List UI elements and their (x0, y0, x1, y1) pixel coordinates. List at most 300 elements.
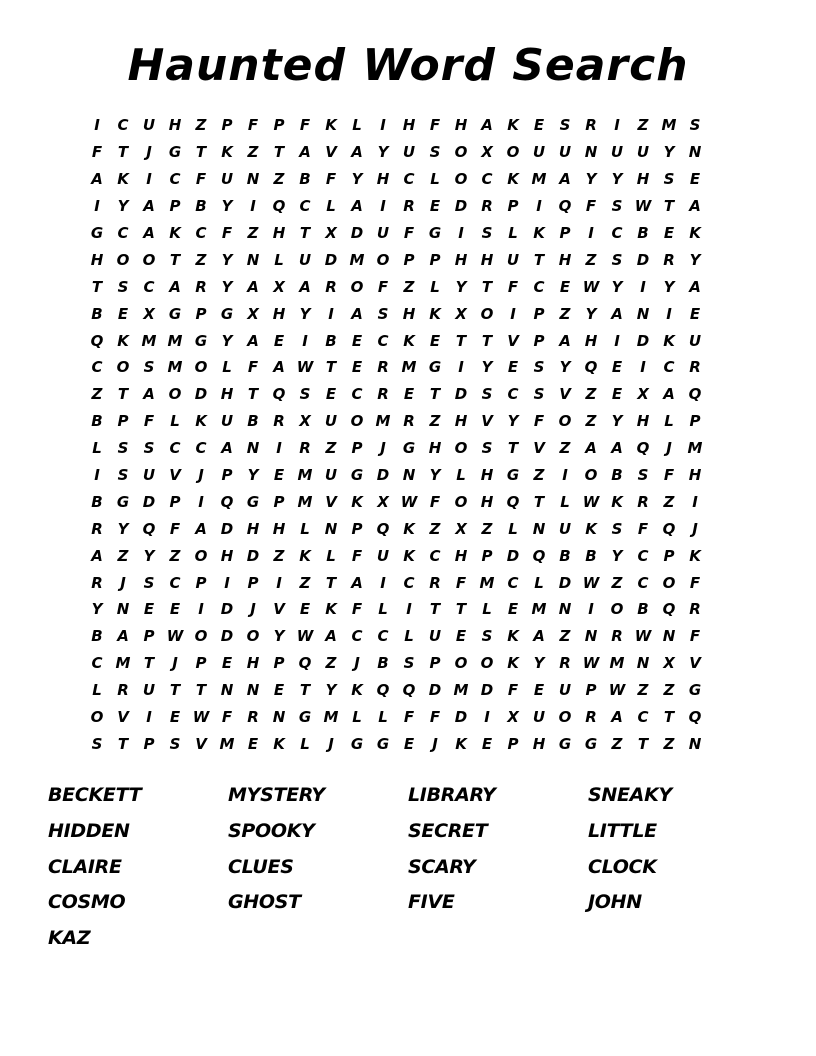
grid-letter: C (507, 573, 519, 592)
grid-letter: E (507, 600, 519, 619)
grid-letter: C (117, 116, 129, 135)
word-list-item: COSMO (48, 891, 126, 914)
grid-letter: N (272, 708, 286, 727)
grid-letter: Q (688, 708, 702, 727)
grid-letter: S (403, 654, 415, 673)
grid-letter: S (117, 439, 129, 458)
grid-letter: U (142, 681, 156, 700)
grid-letter: D (454, 197, 468, 216)
grid-letter: L (430, 170, 440, 189)
grid-letter: Z (663, 734, 675, 753)
grid-letter: R (91, 573, 103, 592)
grid-letter: F (221, 708, 233, 727)
grid-letter: V (507, 331, 519, 350)
grid-letter: E (507, 358, 519, 377)
grid-row (84, 435, 734, 462)
grid-letter: K (273, 734, 285, 753)
grid-letter: P (429, 654, 441, 673)
grid-letter: L (300, 734, 310, 753)
grid-letter: H (272, 224, 286, 242)
grid-letter: G (350, 466, 364, 485)
grid-letter: A (299, 143, 311, 162)
grid-letter: A (611, 708, 623, 727)
grid-letter: O (350, 277, 364, 296)
grid-letter: R (403, 412, 415, 431)
grid-letter: A (117, 627, 129, 646)
grid-letter: A (143, 224, 155, 242)
grid-letter: H (428, 439, 442, 458)
grid-letter: A (689, 277, 701, 296)
grid-letter: S (169, 734, 181, 753)
grid-letter: R (585, 116, 597, 135)
grid-letter: N (246, 439, 260, 458)
grid-letter: D (324, 250, 338, 269)
grid-letter: Q (688, 385, 702, 404)
grid-letter: Z (637, 681, 649, 700)
grid-letter: M (609, 654, 625, 673)
grid-letter: U (610, 143, 624, 162)
grid-letter: L (378, 708, 388, 727)
grid-letter: J (146, 143, 152, 162)
grid-letter: X (273, 277, 285, 296)
grid-letter: X (481, 143, 493, 162)
grid-letter: Z (195, 116, 207, 135)
grid-letter: L (456, 466, 466, 485)
grid-letter: I (94, 116, 100, 135)
grid-letter: L (378, 600, 388, 619)
grid-letter: R (299, 439, 311, 458)
grid-letter: P (585, 681, 597, 700)
grid-letter: A (91, 170, 103, 189)
grid-letter: D (220, 600, 234, 619)
grid-letter: P (169, 197, 181, 216)
grid-letter: S (117, 277, 129, 296)
grid-row (84, 139, 734, 166)
grid-letter: Y (273, 627, 285, 646)
grid-letter: L (664, 412, 674, 431)
grid-letter: F (403, 708, 415, 727)
grid-letter: M (297, 466, 313, 485)
grid-letter: F (689, 627, 701, 646)
grid-letter: I (250, 197, 256, 216)
grid-letter: U (558, 519, 572, 538)
grid-letter: W (296, 627, 314, 646)
grid-letter: H (636, 412, 650, 431)
grid-letter: H (246, 654, 260, 673)
letter-grid (84, 112, 734, 757)
grid-letter: A (325, 627, 337, 646)
grid-letter: Y (377, 143, 389, 162)
grid-letter: B (91, 492, 103, 511)
grid-letter: M (167, 331, 183, 350)
grid-letter: Y (221, 331, 233, 350)
grid-letter: T (325, 573, 337, 592)
grid-letter: L (170, 412, 180, 431)
grid-letter: U (324, 412, 338, 431)
grid-letter: I (94, 197, 100, 216)
grid-letter: Z (663, 681, 675, 700)
grid-letter: M (661, 116, 677, 135)
grid-letter: Y (299, 304, 311, 323)
grid-letter: F (91, 143, 103, 162)
grid-letter: Z (299, 573, 311, 592)
grid-letter: R (585, 708, 597, 727)
grid-letter: H (532, 734, 546, 753)
grid-letter: K (663, 331, 675, 350)
grid-letter: L (508, 519, 518, 538)
grid-letter: P (221, 116, 233, 135)
grid-letter: C (611, 224, 623, 242)
grid-letter: S (533, 385, 545, 404)
grid-letter: N (688, 734, 702, 753)
grid-letter: N (402, 466, 416, 485)
grid-letter: B (611, 466, 623, 485)
grid-letter: W (634, 627, 652, 646)
grid-letter: U (428, 627, 442, 646)
grid-letter: D (246, 546, 260, 565)
grid-letter: F (507, 277, 519, 296)
grid-letter: B (247, 412, 259, 431)
grid-letter: Z (429, 519, 441, 538)
grid-row (84, 246, 734, 273)
grid-letter: P (195, 654, 207, 673)
grid-letter: Z (559, 627, 571, 646)
grid-letter: N (246, 170, 260, 189)
grid-row (84, 623, 734, 650)
grid-letter: I (484, 708, 490, 727)
grid-letter: S (143, 358, 155, 377)
grid-letter: Q (298, 654, 312, 673)
grid-letter: I (198, 492, 204, 511)
grid-letter: I (380, 197, 386, 216)
grid-letter: Z (637, 116, 649, 135)
grid-letter: B (559, 546, 571, 565)
grid-letter: I (614, 116, 620, 135)
grid-letter: V (195, 734, 207, 753)
grid-letter: E (273, 681, 285, 700)
grid-letter: D (220, 519, 234, 538)
grid-letter: N (246, 681, 260, 700)
grid-letter: T (117, 734, 129, 753)
grid-letter: Z (585, 250, 597, 269)
grid-letter: E (117, 304, 129, 323)
grid-letter: P (559, 224, 571, 242)
grid-letter: Z (91, 385, 103, 404)
word-list-item: SPOOKY (228, 819, 315, 842)
grid-letter: F (377, 277, 389, 296)
grid-letter: O (194, 546, 208, 565)
grid-letter: S (481, 439, 493, 458)
grid-letter: R (377, 358, 389, 377)
grid-letter: H (90, 250, 104, 269)
grid-letter: H (454, 546, 468, 565)
grid-row (84, 730, 734, 757)
grid-letter: K (689, 224, 701, 242)
grid-letter: Q (220, 492, 234, 511)
grid-letter: Y (481, 358, 493, 377)
grid-letter: E (689, 304, 701, 323)
grid-letter: H (454, 250, 468, 269)
grid-letter: H (246, 519, 260, 538)
grid-letter: S (637, 466, 649, 485)
grid-letter: H (402, 116, 416, 135)
grid-letter: E (611, 385, 623, 404)
grid-letter: G (168, 143, 182, 162)
grid-letter: I (328, 304, 334, 323)
grid-letter: R (559, 654, 571, 673)
grid-letter: W (582, 573, 600, 592)
grid-letter: M (375, 412, 391, 431)
grid-letter: I (666, 304, 672, 323)
grid-letter: K (195, 412, 207, 431)
grid-letter: D (428, 681, 442, 700)
grid-letter: K (221, 143, 233, 162)
grid-row (84, 462, 734, 489)
grid-letter: A (143, 385, 155, 404)
grid-letter: T (299, 224, 311, 242)
grid-letter: A (273, 358, 285, 377)
grid-letter: P (351, 439, 363, 458)
grid-letter: P (273, 492, 285, 511)
grid-letter: O (116, 358, 130, 377)
grid-letter: A (585, 439, 597, 458)
grid-letter: L (300, 519, 310, 538)
grid-letter: K (299, 546, 311, 565)
grid-letter: E (663, 224, 675, 242)
grid-row (84, 596, 734, 623)
grid-letter: G (506, 466, 520, 485)
grid-letter: K (403, 331, 415, 350)
grid-letter: T (481, 331, 493, 350)
grid-letter: P (195, 304, 207, 323)
grid-letter: T (663, 197, 675, 216)
grid-letter: C (351, 385, 363, 404)
grid-letter: E (247, 734, 259, 753)
grid-letter: N (636, 304, 650, 323)
grid-letter: B (91, 627, 103, 646)
grid-letter: S (143, 573, 155, 592)
grid-letter: Q (506, 492, 520, 511)
grid-letter: E (273, 331, 285, 350)
grid-letter: O (584, 466, 598, 485)
grid-letter: N (220, 681, 234, 700)
grid-letter: T (455, 600, 467, 619)
grid-letter: T (247, 385, 259, 404)
grid-letter: L (92, 681, 102, 700)
grid-letter: S (481, 385, 493, 404)
grid-letter: S (689, 116, 701, 135)
grid-letter: F (169, 519, 181, 538)
grid-letter: O (610, 600, 624, 619)
grid-letter: O (194, 358, 208, 377)
grid-letter: I (640, 277, 646, 296)
grid-letter: O (558, 412, 572, 431)
grid-letter: P (117, 412, 129, 431)
grid-letter: Z (325, 654, 337, 673)
grid-letter: E (351, 331, 363, 350)
grid-letter: P (195, 573, 207, 592)
grid-letter: C (117, 224, 129, 242)
grid-letter: X (143, 304, 155, 323)
grid-letter: P (533, 331, 545, 350)
grid-letter: D (376, 466, 390, 485)
grid-letter: K (351, 492, 363, 511)
grid-letter: I (224, 573, 230, 592)
grid-letter: A (611, 439, 623, 458)
grid-letter: Y (585, 170, 597, 189)
grid-letter: N (246, 250, 260, 269)
grid-letter: A (143, 197, 155, 216)
grid-letter: E (299, 600, 311, 619)
grid-letter: O (480, 654, 494, 673)
grid-letter: O (454, 143, 468, 162)
grid-letter: C (481, 170, 493, 189)
grid-letter: C (169, 439, 181, 458)
grid-letter: H (688, 466, 702, 485)
grid-letter: U (142, 466, 156, 485)
grid-letter: Y (533, 654, 545, 673)
grid-letter: L (352, 708, 362, 727)
grid-letter: P (507, 197, 519, 216)
grid-letter: T (299, 681, 311, 700)
grid-letter: Q (272, 197, 286, 216)
grid-letter: W (166, 627, 184, 646)
grid-letter: E (325, 385, 337, 404)
grid-letter: U (688, 331, 702, 350)
grid-letter: K (507, 116, 519, 135)
grid-letter: G (194, 331, 208, 350)
grid-letter: C (533, 277, 545, 296)
grid-letter: E (429, 197, 441, 216)
grid-letter: T (91, 277, 103, 296)
grid-letter: L (482, 600, 492, 619)
grid-letter: W (608, 681, 626, 700)
grid-letter: F (325, 170, 337, 189)
grid-row (84, 166, 734, 193)
grid-letter: L (430, 277, 440, 296)
grid-letter: D (454, 708, 468, 727)
grid-letter: O (142, 250, 156, 269)
grid-letter: Z (429, 412, 441, 431)
grid-letter: H (220, 546, 234, 565)
grid-letter: R (611, 627, 623, 646)
grid-row (84, 273, 734, 300)
grid-letter: K (585, 519, 597, 538)
grid-letter: Z (273, 170, 285, 189)
grid-letter: G (298, 708, 312, 727)
grid-letter: Q (584, 358, 598, 377)
grid-letter: G (350, 734, 364, 753)
grid-letter: F (455, 573, 467, 592)
grid-letter: G (428, 224, 442, 242)
grid-letter: K (611, 492, 623, 511)
grid-letter: E (689, 170, 701, 189)
grid-letter: R (247, 708, 259, 727)
word-list-item: MYSTERY (228, 784, 325, 806)
grid-letter: W (400, 492, 418, 511)
grid-letter: K (507, 654, 519, 673)
word-list-item: CLOCK (588, 855, 657, 878)
grid-letter: Q (376, 681, 390, 700)
grid-row (84, 704, 734, 731)
grid-letter: T (455, 331, 467, 350)
grid-letter: Y (117, 197, 129, 216)
word-list-item: KAZ (48, 927, 91, 950)
grid-letter: C (507, 385, 519, 404)
grid-letter: V (273, 600, 285, 619)
grid-letter: F (143, 412, 155, 431)
grid-letter: X (663, 654, 675, 673)
word-list-item: HIDDEN (48, 819, 130, 842)
grid-letter: R (637, 492, 649, 511)
word-list-item: LITTLE (588, 819, 657, 842)
grid-letter: Q (636, 439, 650, 458)
grid-letter: Q (376, 519, 390, 538)
grid-letter: Q (662, 600, 676, 619)
grid-letter: K (689, 546, 701, 565)
grid-letter: P (533, 304, 545, 323)
grid-letter: G (90, 224, 104, 242)
grid-letter: J (120, 573, 126, 592)
grid-letter: I (276, 573, 282, 592)
grid-letter: D (506, 546, 520, 565)
word-list-item: JOHN (588, 891, 642, 914)
grid-letter: Z (247, 143, 259, 162)
grid-letter: F (429, 708, 441, 727)
grid-letter: A (247, 331, 259, 350)
grid-letter: G (376, 734, 390, 753)
grid-letter: Y (247, 466, 259, 485)
grid-letter: Y (611, 277, 623, 296)
grid-letter: Y (507, 412, 519, 431)
grid-letter: L (560, 492, 570, 511)
grid-letter: I (380, 573, 386, 592)
grid-letter: A (611, 304, 623, 323)
grid-row (84, 112, 734, 139)
grid-letter: C (403, 573, 415, 592)
grid-letter: J (380, 439, 386, 458)
grid-letter: F (221, 224, 233, 242)
grid-letter: M (349, 250, 365, 269)
grid-letter: I (562, 466, 568, 485)
grid-letter: K (325, 116, 337, 135)
grid-letter: I (276, 439, 282, 458)
word-list-item: LIBRARY (408, 784, 496, 806)
grid-letter: U (220, 170, 234, 189)
grid-letter: I (198, 600, 204, 619)
grid-letter: D (558, 573, 572, 592)
grid-letter: H (454, 412, 468, 431)
grid-letter: N (324, 519, 338, 538)
grid-letter: W (192, 708, 210, 727)
grid-letter: E (481, 734, 493, 753)
grid-letter: E (533, 116, 545, 135)
grid-letter: K (169, 224, 181, 242)
grid-letter: P (273, 116, 285, 135)
grid-letter: E (403, 734, 415, 753)
grid-letter: M (297, 492, 313, 511)
grid-letter: T (273, 143, 285, 162)
grid-letter: V (325, 143, 337, 162)
grid-letter: R (91, 519, 103, 538)
grid-letter: O (194, 627, 208, 646)
grid-letter: D (636, 250, 650, 269)
grid-letter: R (481, 197, 493, 216)
grid-letter: P (481, 546, 493, 565)
grid-letter: T (325, 358, 337, 377)
grid-letter: C (91, 654, 103, 673)
grid-letter: G (558, 734, 572, 753)
